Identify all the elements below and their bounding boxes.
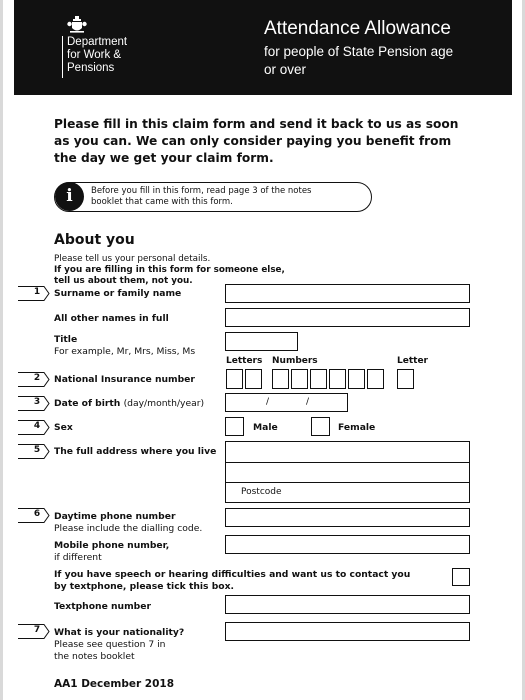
ni-letters-heading: Letters: [226, 356, 263, 366]
nationality-label: [54, 627, 184, 663]
question-number-5: [18, 444, 48, 459]
ni-cell[interactable]: [329, 369, 346, 389]
mobile-phone-text: Mobile phone number,: [54, 540, 170, 551]
desc-bold: If you are filling in this form for someone else,: [54, 265, 285, 275]
question-number-text: 4: [33, 421, 41, 431]
title-label-text: Title: [54, 334, 78, 345]
daytime-phone-label: [54, 511, 202, 535]
question-number-text: 1: [33, 287, 41, 297]
ni-cell[interactable]: [291, 369, 308, 389]
female-checkbox[interactable]: [311, 417, 330, 436]
info-line-1: Before you fill in this form, read page 3 of the notes: [91, 186, 312, 196]
department-name: [62, 36, 127, 78]
intro-line-2: as you can. We can only consider paying you benefit from: [54, 134, 452, 148]
mobile-phone-hint: if different: [54, 552, 102, 563]
other-names-label: All other names in full: [54, 313, 169, 324]
mobile-phone-label: [54, 540, 169, 564]
question-number-3: [18, 396, 48, 411]
section-description: [54, 254, 474, 287]
question-number-6: [18, 508, 48, 523]
sex-label: Sex: [54, 422, 73, 433]
female-label: Female: [338, 422, 376, 433]
ni-number-label: National Insurance number: [54, 374, 195, 385]
textphone-label: Textphone number: [54, 601, 151, 612]
header-banner: [14, 0, 512, 95]
info-line-2: booklet that came with this form.: [91, 197, 233, 207]
nationality-text: What is your nationality?: [54, 627, 185, 638]
question-number-text: 6: [33, 509, 41, 519]
address-divider: [226, 482, 469, 483]
daytime-phone-hint: Please include the dialling code.: [54, 523, 203, 534]
postcode-label: Postcode: [241, 487, 282, 497]
section-title: About you: [54, 232, 135, 248]
intro-line-1: Please fill in this claim form and send it back to us as soon: [54, 117, 459, 131]
question-number-text: 3: [33, 397, 41, 407]
mobile-phone-field[interactable]: [225, 535, 470, 554]
date-separator: /: [306, 397, 310, 407]
question-number-1: [18, 286, 48, 301]
section-desc-line-1: [54, 254, 474, 276]
textphone-question-line-1: If you have speech or hearing difficulties and want us to contact you: [54, 569, 411, 580]
desc-normal: Please tell us your personal details.: [54, 254, 211, 264]
question-number-2: [18, 372, 48, 387]
date-separator: /: [266, 397, 270, 407]
textphone-question-line-2: by textphone, please tick this box.: [54, 581, 234, 592]
department-line-1: Department: [67, 36, 128, 48]
nationality-field[interactable]: [225, 622, 470, 641]
intro-text: [54, 116, 474, 167]
address-divider: [226, 462, 469, 463]
dob-label-text: Date of birth: [54, 398, 121, 409]
daytime-phone-text: Daytime phone number: [54, 511, 176, 522]
nationality-hint-1: Please see question 7 in: [54, 639, 166, 650]
dob-hint: (day/month/year): [123, 398, 205, 409]
ni-cell[interactable]: [348, 369, 365, 389]
ni-cell[interactable]: [397, 369, 414, 389]
nationality-hint-2: the notes booklet: [54, 651, 135, 662]
question-number-text: 7: [33, 625, 41, 635]
form-reference: AA1 December 2018: [54, 678, 175, 690]
department-line-3: Pensions: [67, 62, 115, 74]
form-title: Attendance Allowance: [264, 18, 451, 39]
ni-numbers-heading: Numbers: [272, 356, 318, 366]
section-desc-line-2: tell us about them, not you.: [54, 276, 193, 286]
ni-cell[interactable]: [245, 369, 262, 389]
question-number-text: 2: [33, 373, 41, 383]
info-icon: i: [55, 182, 84, 211]
ni-cell[interactable]: [272, 369, 289, 389]
date-of-birth-field[interactable]: [225, 393, 348, 412]
male-checkbox[interactable]: [225, 417, 244, 436]
surname-field[interactable]: [225, 284, 470, 303]
textphone-question: [54, 569, 410, 593]
royal-crest-icon: [66, 14, 88, 36]
address-field[interactable]: [225, 441, 470, 503]
question-number-text: 5: [33, 445, 41, 455]
ni-cell[interactable]: [367, 369, 384, 389]
textphone-field[interactable]: [225, 595, 470, 614]
title-field[interactable]: [225, 332, 298, 351]
male-label: Male: [253, 422, 278, 433]
subtitle-line-1: for people of State Pension age: [264, 44, 454, 59]
other-names-field[interactable]: [225, 308, 470, 327]
textphone-checkbox[interactable]: [452, 568, 470, 586]
title-label: [54, 334, 195, 358]
daytime-phone-field[interactable]: [225, 508, 470, 527]
ni-letter-heading: Letter: [397, 356, 428, 366]
subtitle-line-2: or over: [264, 62, 307, 77]
address-label: The full address where you live: [54, 446, 217, 457]
question-number-7: [18, 624, 48, 639]
department-line-2: for Work &: [67, 49, 122, 61]
ni-cell[interactable]: [310, 369, 327, 389]
info-text: [91, 186, 312, 208]
ni-cell[interactable]: [226, 369, 243, 389]
info-notice: [54, 182, 372, 212]
form-subtitle: [264, 43, 453, 79]
date-of-birth-label: [54, 398, 204, 410]
intro-line-3: the day we get your claim form.: [54, 151, 274, 165]
title-hint: For example, Mr, Mrs, Miss, Ms: [54, 346, 196, 357]
question-number-4: [18, 420, 48, 435]
surname-label: Surname or family name: [54, 288, 182, 299]
